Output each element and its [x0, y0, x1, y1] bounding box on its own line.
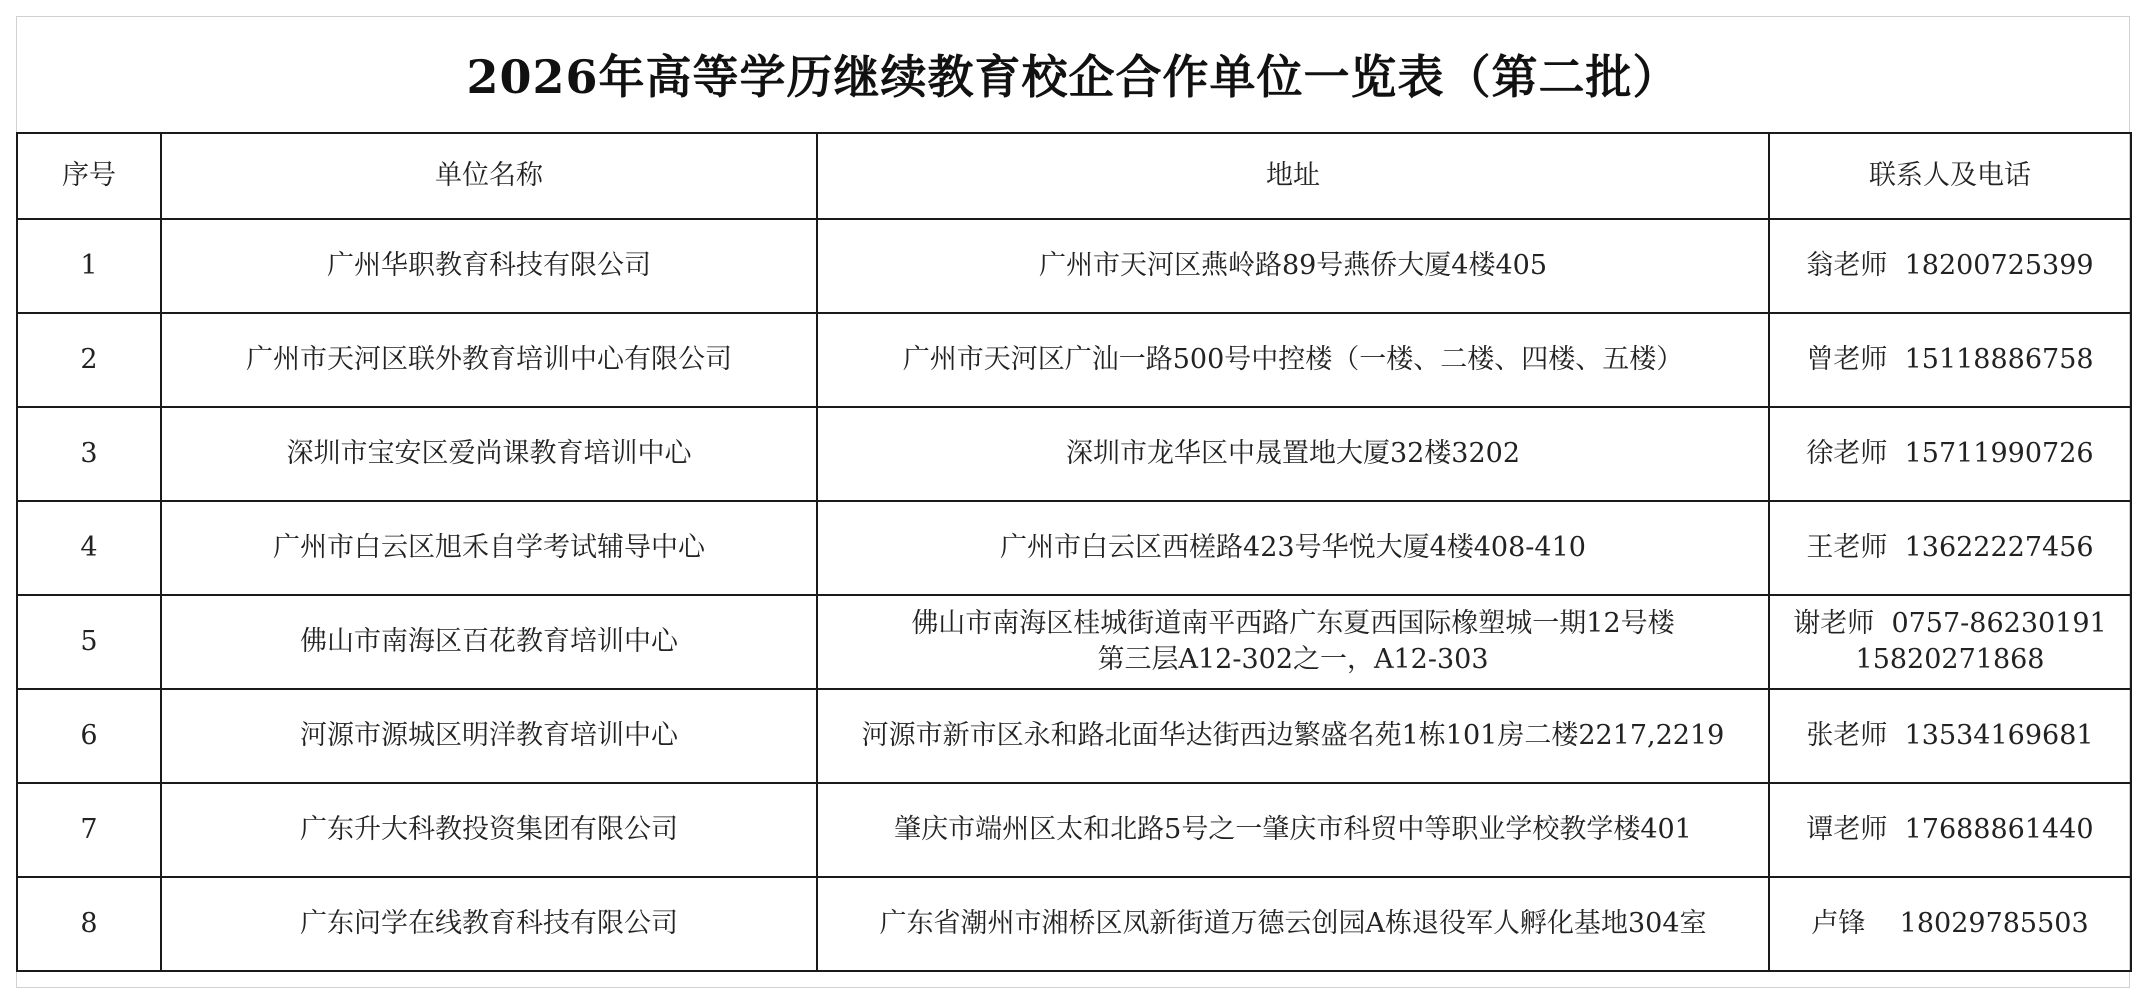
cell-name: 广东升大科教投资集团有限公司	[161, 783, 817, 877]
cell-name: 广州市白云区旭禾自学考试辅导中心	[161, 501, 817, 595]
cell-no: 5	[17, 595, 161, 689]
address-line: 广东省潮州市湘桥区凤新街道万德云创园A栋退役军人孵化基地304室	[879, 908, 1707, 939]
table-row	[17, 219, 2131, 313]
cell-address	[817, 219, 1769, 313]
contact-line: 15820271868	[1855, 644, 2045, 675]
table-row	[17, 595, 2131, 689]
cell-no: 6	[17, 689, 161, 783]
cell-name: 广东问学在线教育科技有限公司	[161, 877, 817, 971]
cell-no: 8	[17, 877, 161, 971]
cell-no: 7	[17, 783, 161, 877]
header-contact: 联系人及电话	[1769, 133, 2131, 219]
address-line: 佛山市南海区桂城街道南平西路广东夏西国际橡塑城一期12号楼	[911, 608, 1675, 639]
cell-no: 4	[17, 501, 161, 595]
table-row	[17, 877, 2131, 971]
cell-no: 2	[17, 313, 161, 407]
partner-table	[16, 132, 2132, 972]
cell-name: 深圳市宝安区爱尚课教育培训中心	[161, 407, 817, 501]
contact-line: 张老师 13534169681	[1806, 720, 2094, 751]
cell-contact	[1769, 313, 2131, 407]
cell-name: 河源市源城区明洋教育培训中心	[161, 689, 817, 783]
table-row	[17, 407, 2131, 501]
cell-contact	[1769, 407, 2131, 501]
address-line: 河源市新市区永和路北面华达街西边繁盛名苑1栋101房二楼2217,2219	[861, 720, 1725, 751]
cell-address	[817, 689, 1769, 783]
contact-line: 翁老师 18200725399	[1806, 250, 2094, 281]
header-address: 地址	[817, 133, 1769, 219]
contact-line: 曾老师 15118886758	[1806, 344, 2094, 375]
cell-contact	[1769, 501, 2131, 595]
cell-name: 广州华职教育科技有限公司	[161, 219, 817, 313]
contact-line: 卢锋 18029785503	[1811, 908, 2089, 939]
table-row	[17, 783, 2131, 877]
cell-address	[817, 313, 1769, 407]
cell-address	[817, 501, 1769, 595]
cell-address	[817, 595, 1769, 689]
address-line: 肇庆市端州区太和北路5号之一肇庆市科贸中等职业学校教学楼401	[894, 814, 1692, 845]
cell-contact	[1769, 689, 2131, 783]
cell-address	[817, 407, 1769, 501]
contact-line: 谭老师 17688861440	[1806, 814, 2094, 845]
cell-address	[817, 877, 1769, 971]
address-line: 广州市天河区燕岭路89号燕侨大厦4楼405	[1038, 250, 1548, 281]
table-row	[17, 689, 2131, 783]
address-line: 第三层A12-302之一，A12-303	[1097, 644, 1489, 675]
cell-contact	[1769, 595, 2131, 689]
cell-contact	[1769, 877, 2131, 971]
header-row	[17, 133, 2131, 219]
header-no: 序号	[17, 133, 161, 219]
table-row	[17, 313, 2131, 407]
contact-line: 谢老师 0757-86230191	[1793, 608, 2107, 639]
address-line: 深圳市龙华区中晟置地大厦32楼3202	[1065, 438, 1521, 469]
cell-address	[817, 783, 1769, 877]
cell-contact	[1769, 219, 2131, 313]
address-line: 广州市天河区广汕一路500号中控楼（一楼、二楼、四楼、五楼）	[902, 344, 1684, 375]
table-row	[17, 501, 2131, 595]
cell-no: 1	[17, 219, 161, 313]
contact-line: 徐老师 15711990726	[1806, 438, 2094, 469]
header-name: 单位名称	[161, 133, 817, 219]
table-title: 2026年高等学历继续教育校企合作单位一览表（第二批）	[466, 50, 1680, 104]
cell-name: 广州市天河区联外教育培训中心有限公司	[161, 313, 817, 407]
address-line: 广州市白云区西槎路423号华悦大厦4楼408-410	[1000, 532, 1586, 563]
cell-no: 3	[17, 407, 161, 501]
cell-contact	[1769, 783, 2131, 877]
contact-line: 王老师 13622227456	[1806, 532, 2094, 563]
cell-name: 佛山市南海区百花教育培训中心	[161, 595, 817, 689]
